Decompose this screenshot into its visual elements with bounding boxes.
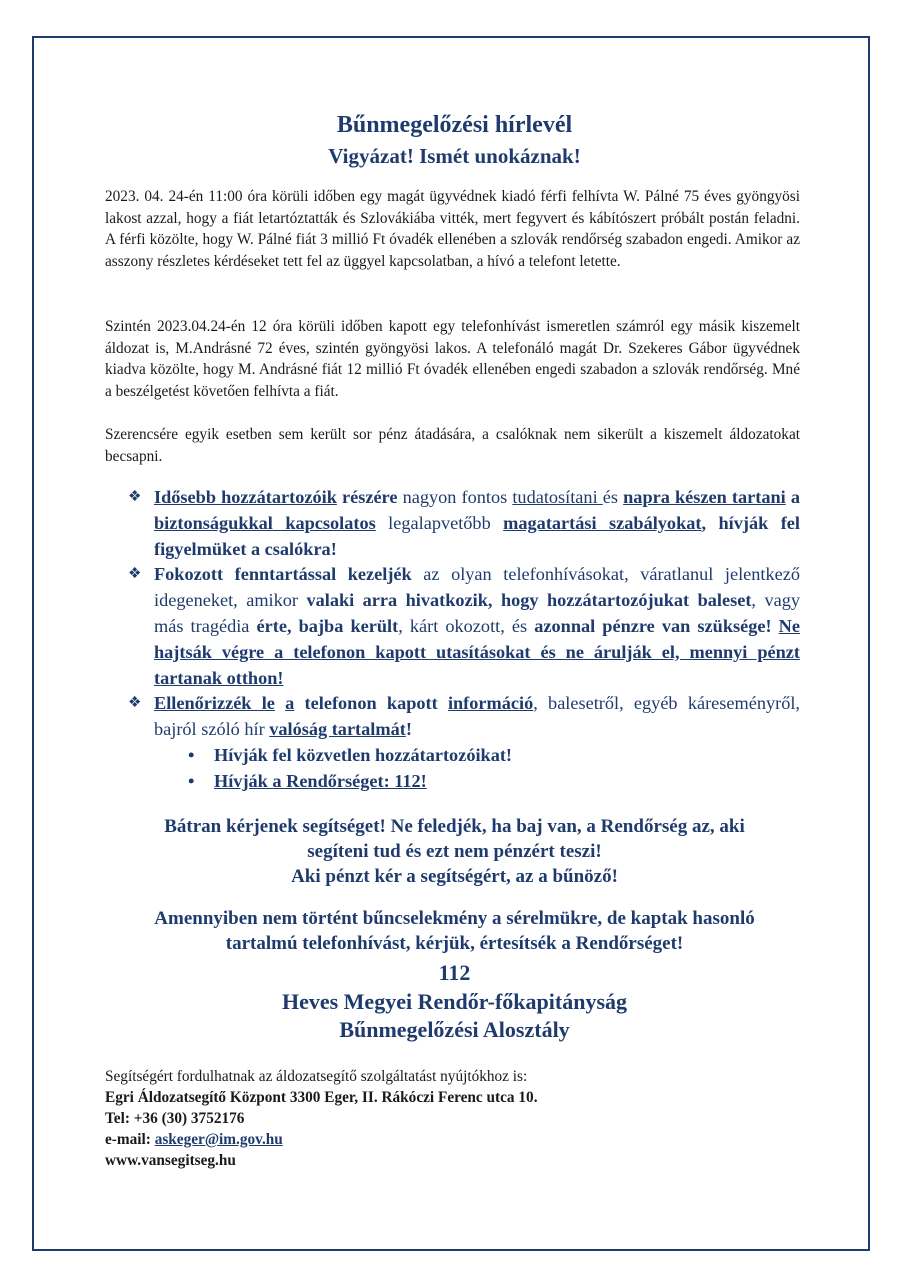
advice-item-3 <box>128 691 800 743</box>
appeal-line: Aki pénzt kér a segítségért, az a bűnöző! <box>291 866 618 887</box>
footer-intro: Segítségért fordulhatnak az áldozatsegítő szolgáltatást nyújtókhoz is: <box>105 1068 528 1085</box>
advice-text: részére <box>336 487 398 507</box>
advice-text <box>772 616 779 636</box>
paragraph-incident-1: 2023. 04. 24-én 11:00 óra körüli időben egy magát ügyvédnek kiadó férfi felhívta W. Pálné 75 éves gyöngyösi lakost azzal, hogy a fiát letartóztatták és Szlovákiába vitték, mert fegyvert és kábítószert próbált postán feladni. A férfi közölte, hogy W. Pálné fiát 3 millió Ft óvadék ellenében a szlovák rendőrség szabadon engedi. Amikor az asszony részletes kérdéseket tett fel az üggyel kapcsolatban, a hívó a telefont letette. <box>105 188 800 270</box>
advice-text: érte, bajba került <box>256 615 399 636</box>
advice-text: ! <box>405 719 412 740</box>
advice-text: nagyon fontos <box>397 487 513 507</box>
email-link[interactable]: askeger@im.gov.hu <box>154 1131 283 1148</box>
organization-block <box>0 988 909 1044</box>
newsletter-title: Bűnmegelőzési hírlevél <box>336 112 573 138</box>
phone-text: Tel: +36 (30) 3752176 <box>105 1110 245 1127</box>
advice-text: , hívják fel figyelmüket a csalókra! <box>154 512 800 559</box>
advice-text: információ <box>447 693 534 714</box>
contact-footer <box>105 1066 538 1171</box>
advice-text: , vagy más tragédia <box>154 590 800 636</box>
advice-text: Ne hajtsák végre a telefonon kapott utasításokat és ne árulják el, mennyi pénzt tartanak otthon! <box>154 615 800 688</box>
advice-text: valaki arra hivatkozik, hogy hozzátartozójukat baleset <box>306 590 752 611</box>
organization-name: Heves Megyei Rendőr-főkapitányság <box>281 989 628 1014</box>
dot-bullet-icon: • <box>188 770 195 791</box>
footer-phone <box>105 1108 538 1129</box>
paragraph-incident-2: Szintén 2023.04.24-én 12 óra körüli időben kapott egy telefonhívást ismeretlen számról egy másik kiszemelt áldozat is, M.Andrásné 72 éves, szintén gyöngyösi lakos. A telefonáló magát Dr. Szekeres Gábor ügyvédnek kiadva közölte, hogy M. Andrásné fiát 12 millió Ft óvadék ellenében engedi szabadon a szlovák rendőrség. Mné a beszélgetést követően felhívta a fiát. <box>105 318 800 400</box>
advice-text: a <box>285 693 295 714</box>
advice-text: valóság tartalmát <box>269 719 406 740</box>
advice-text: Fokozott fenntartással kezeljék <box>154 564 412 585</box>
report-block <box>0 906 909 956</box>
advice-text: az olyan telefonhívásokat, váratlanul jelentkező idegeneket, amikor <box>154 564 800 611</box>
diamond-flower-bullet-icon: ❖ <box>128 695 142 712</box>
report-line: Amennyiben nem történt bűncselekmény a sérelmükre, de kaptak hasonló <box>154 908 755 929</box>
department-name: Bűnmegelőzési Alosztály <box>339 1017 570 1042</box>
advice-text: napra készen tartani <box>623 487 786 507</box>
website-text: www.vansegitseg.hu <box>105 1152 236 1169</box>
advice-text: a <box>785 487 800 507</box>
sub-item-call-police <box>188 769 800 795</box>
advice-list <box>128 485 800 795</box>
advice-text: telefonon kapott <box>294 693 448 714</box>
sub-item-text: Hívják a Rendőrséget: 112! <box>214 770 427 791</box>
advice-text: és <box>602 487 624 507</box>
dot-bullet-icon: • <box>188 744 195 765</box>
diamond-flower-bullet-icon: ❖ <box>128 566 142 583</box>
footer-address <box>105 1087 538 1108</box>
address-text: Egri Áldozatsegítő Központ 3300 Eger, II. Rákóczi Ferenc utca 10. <box>105 1089 538 1106</box>
advice-text: , balesetről, egyéb káreseményről, bajról szóló hír <box>154 693 800 740</box>
advice-text <box>275 693 285 713</box>
advice-text: legalapvetőbb <box>375 512 504 533</box>
advice-item-2 <box>128 562 800 691</box>
advice-text: Idősebb hozzátartozóik <box>154 487 337 507</box>
appeal-line: Bátran kérjenek segítséget! Ne feledjék, ha baj van, a Rendőrség az, aki <box>164 816 745 837</box>
advice-item-1 <box>128 485 800 562</box>
appeal-line: segíteni tud és ezt nem pénzért teszi! <box>307 841 602 862</box>
advice-text: magatartási szabályokat <box>503 512 702 533</box>
footer-email <box>105 1129 538 1150</box>
advice-text: azonnal pénzre van szüksége! <box>534 615 772 636</box>
email-label: e-mail: <box>105 1131 155 1148</box>
footer-website <box>105 1150 538 1171</box>
newsletter-subtitle: Vigyázat! Ismét unokáznak! <box>328 144 581 168</box>
advice-text: biztonságukkal kapcsolatos <box>154 512 376 533</box>
advice-text: tudatosítani <box>512 487 603 507</box>
advice-text: , kárt okozott, és <box>398 615 535 636</box>
appeal-block <box>0 814 909 889</box>
report-line: tartalmú telefonhívást, kérjük, értesítsék a Rendőrséget! <box>225 933 684 954</box>
emergency-number: 112 <box>438 960 471 985</box>
diamond-flower-bullet-icon: ❖ <box>128 489 142 505</box>
sub-item-text: Hívják fel közvetlen hozzátartozóikat! <box>214 744 513 765</box>
paragraph-outcome: Szerencsére egyik esetben sem került sor pénz átadására, a csalóknak nem sikerült a kiszemelt áldozatokat becsapni. <box>105 426 800 465</box>
sub-item-call-relatives <box>188 743 800 769</box>
advice-text: Ellenőrizzék le <box>154 693 275 714</box>
